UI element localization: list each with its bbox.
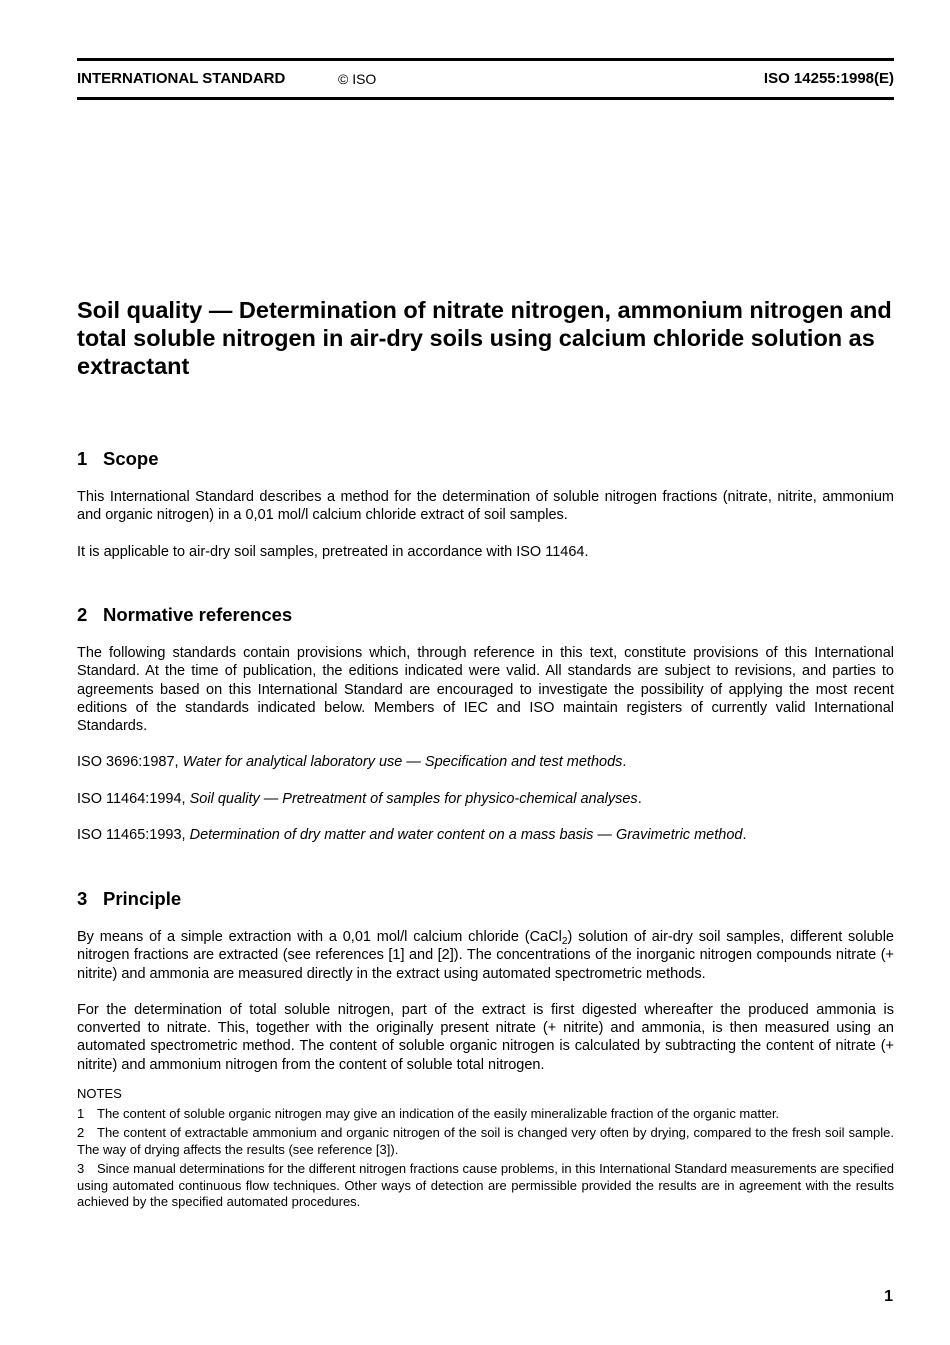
reference-entry: [77, 826, 894, 844]
subscript: 2: [561, 936, 568, 948]
paragraph: The following standards contain provisions which, through reference in this text, constitute provisions of this International Standard. At the time of publication, the editions indicated were valid. All standards are subject to revisions, and parties to agreements based on this International Standard are encouraged to investigate the possibility of applying the most recent editions of the standards indicated below. Members of IEC and ISO maintain registers of currently valid International Standards.: [77, 645, 894, 735]
note-number: 3: [77, 1161, 85, 1177]
reference-title: Soil quality — Pretreatment of samples for physico-chemical analyses: [189, 790, 638, 807]
section-number: 3: [77, 888, 88, 909]
header-top-rule: [77, 58, 894, 61]
note-number: 1: [77, 1105, 85, 1121]
section-title: Scope: [103, 448, 159, 469]
reference-end: .: [742, 827, 747, 844]
note-item: [77, 1161, 894, 1211]
note-number: 2: [77, 1125, 85, 1141]
page-number: 1: [884, 1288, 893, 1305]
standard-number: ISO 14255:1998(E): [763, 70, 894, 87]
note-text: The content of soluble organic nitrogen may give an indication of the easily mineralizable fraction of the organic matter.: [97, 1105, 780, 1121]
paragraph: It is applicable to air-dry soil samples, pretreated in accordance with ISO 11464.: [77, 543, 589, 560]
reference-end: .: [637, 790, 642, 807]
paragraph: This International Standard describes a method for the determination of soluble nitrogen fractions (nitrate, nitrite, ammonium and organic nitrogen) in a 0,01 mol/l calcium chloride extract of soil samples.: [77, 489, 894, 524]
paragraph-text: ) solution of air-dry soil samples, different soluble nitrogen fractions are extracted (see references [1] and [2]). The concentrations of the inorganic nitrogen compounds nitrate (+ nitrite) and ammonia are measured directly in the extract using automated spectrometric methods.: [77, 929, 894, 982]
notes-block: [77, 1086, 894, 1211]
section-number: 2: [77, 604, 88, 625]
section-number: 1: [77, 448, 88, 469]
paragraph: [77, 928, 894, 983]
section-title: Normative references: [103, 604, 293, 625]
reference-entry: [77, 790, 894, 808]
paragraph-text: By means of a simple extraction with a 0,01 mol/l calcium chloride (CaCl: [77, 929, 562, 945]
section-heading: [77, 604, 894, 626]
reference-code: ISO 11465:1993,: [77, 827, 190, 844]
notes-label: NOTES: [77, 1086, 122, 1102]
paragraph: For the determination of total soluble nitrogen, part of the extract is first digested whereafter the produced ammonia is converted to nitrate. This, together with the originally present nitrate (+ nitrite) and ammonia, is then measured using an automated spectrometric method. The content of soluble organic nitrogen is calculated by subtracting the content of nitrate (+ nitrite) and ammonium nitrogen from the content of soluble total nitrogen.: [77, 1001, 894, 1073]
document-title: Soil quality — Determination of nitrate nitrogen, ammonium nitrogen and total soluble nitrogen in air-dry soils using calcium chloride solution as extractant: [77, 297, 892, 379]
reference-title: Determination of dry matter and water content on a mass basis — Gravimetric method: [189, 827, 743, 844]
section-heading: [77, 888, 894, 910]
reference-code: ISO 3696:1987,: [77, 754, 183, 771]
section-principle: [77, 888, 894, 1214]
copyright-label: © ISO: [338, 71, 377, 87]
section-heading: [77, 448, 894, 470]
note-item: [77, 1106, 894, 1123]
section-scope: [77, 448, 894, 561]
reference-code: ISO 11464:1994,: [77, 790, 190, 807]
note-item: [77, 1125, 894, 1158]
reference-end: .: [622, 754, 627, 771]
reference-entry: [77, 753, 894, 771]
document-type-label: INTERNATIONAL STANDARD: [77, 70, 286, 87]
note-text: Since manual determinations for the different nitrogen fractions cause problems, in this International Standard measurements are specified using automated continuous flow techniques. Other ways of detection are permissible provided the results are in agreement with the results achieved by the specified automated procedures.: [77, 1161, 894, 1210]
section-title: Principle: [103, 888, 182, 909]
note-text: The content of extractable ammonium and organic nitrogen of the soil is changed very often by drying, compared to the fresh soil sample. The way of drying affects the results (see reference [3]).: [77, 1125, 894, 1157]
header-bottom-rule: [77, 97, 894, 100]
reference-title: Water for analytical laboratory use — Specification and test methods: [182, 754, 623, 771]
section-normative-references: [77, 604, 894, 844]
